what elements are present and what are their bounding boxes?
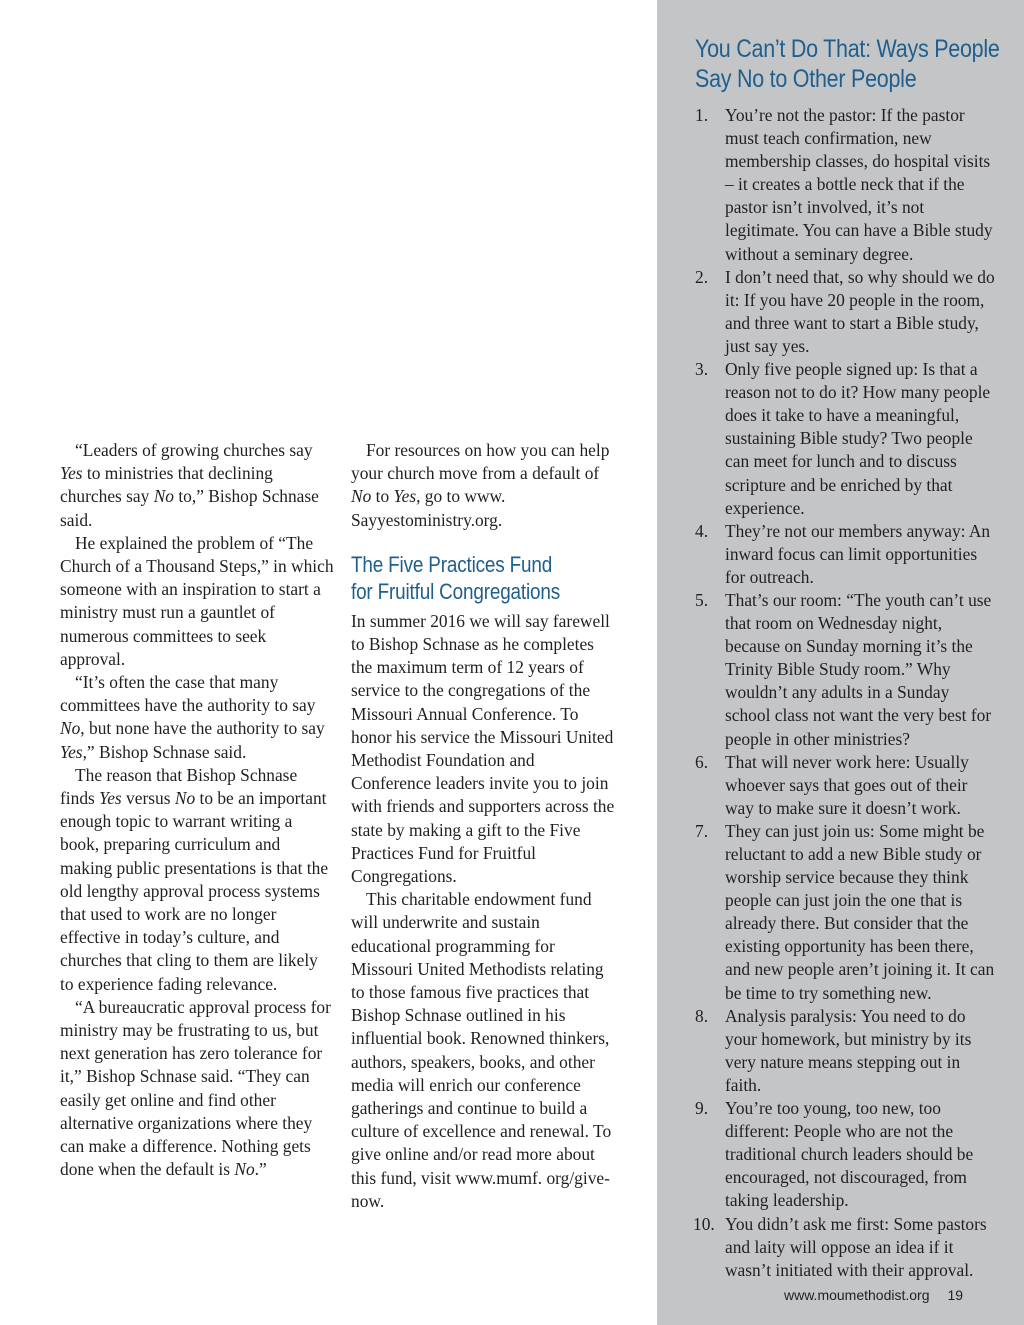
list-item-text: You’re not the pastor: If the pastor must teach confirmation, new membership classes, do hospital visits – it creates a bottle neck that if the pastor isn’t involved, it’s not legitimate. You can have a Bible study without a seminary degree. bbox=[725, 105, 993, 264]
list-item-number: 1. bbox=[695, 105, 709, 125]
list-item-number: 4. bbox=[695, 520, 709, 541]
list-item-text: Analysis paralysis: You need to do your homework, but ministry by its very nature means stepping out in faith. bbox=[725, 1005, 972, 1095]
fund-heading-line-1: The Five Practices Fund bbox=[351, 551, 553, 577]
sidebar-title-line-2: Say No to Other People bbox=[695, 65, 917, 93]
list-item-text: You’re too young, too new, too different: People who are not the traditional church leaders should be encouraged, not discouraged, from taking leadership. bbox=[725, 1098, 974, 1211]
page-number: 19 bbox=[947, 1287, 964, 1303]
list-item-text: That will never work here: Usually whoever says that goes out of their way to make sure it doesn’t work. bbox=[725, 751, 969, 818]
list-item bbox=[695, 589, 995, 751]
paragraph: He explained the problem of “The Church of a Thousand Steps,” in which someone with an inspiration to start a ministry must run a gauntlet of numerous committees to seek approval. bbox=[60, 532, 334, 669]
fund-heading bbox=[351, 551, 581, 605]
list-item-text: Only five people signed up: Is that a reason not to do it? How many people does it take to have a meaningful, sustaining Bible study? Two people can meet for lunch and to discuss scripture and be enriched by that experience. bbox=[725, 359, 991, 518]
list-item bbox=[695, 820, 995, 1005]
article-column-1 bbox=[60, 439, 335, 1182]
paragraph: For resources on how you can help your church move from a default of No to Yes, go to www. Sayyestoministry.org. bbox=[351, 440, 610, 530]
sidebar-title bbox=[695, 34, 1000, 94]
resources-paragraph bbox=[351, 439, 619, 532]
list-item-number: 8. bbox=[695, 1005, 709, 1026]
list-item bbox=[695, 1005, 995, 1097]
paragraph: “It’s often the case that many committees have the authority to say No, but none have the authority to say Yes,” Bishop Schnase said. bbox=[60, 672, 325, 762]
fund-body bbox=[351, 610, 619, 1213]
list-item bbox=[695, 520, 995, 589]
list-item-text: They’re not our members anyway: An inward focus can limit opportunities for outreach. bbox=[725, 520, 991, 587]
paragraph: In summer 2016 we will say farewell to Bishop Schnase as he completes the maximum term of 12 years of service to the congregations of the Missouri Annual Conference. To honor his service the Missouri United Methodist Foundation and Conference leaders invite you to join with friends and supporters across the state by making a gift to the Five Practices Fund for Fruitful Congregations. bbox=[351, 610, 615, 887]
paragraph: This charitable endowment fund will underwrite and sustain educational programming for Missouri United Methodists relating to those famous five practices that Bishop Schnase outlined in his influential book. Renowned thinkers, authors, speakers, books, and other media will enrich our conference gatherings and continue to build a culture of excellence and renewal. To give online and/or read more about this fund, visit www.mumf. org/give-now. bbox=[351, 889, 612, 1211]
list-item bbox=[695, 104, 995, 266]
list-item-number: 9. bbox=[695, 1098, 709, 1119]
list-item-number: 5. bbox=[695, 589, 709, 610]
article-column-2 bbox=[351, 439, 619, 1213]
list-item bbox=[695, 1097, 995, 1212]
list-item-number: 10. bbox=[693, 1213, 715, 1234]
list-item-number: 6. bbox=[695, 751, 709, 772]
list-item bbox=[695, 358, 995, 520]
footer-website: www.moumethodist.org bbox=[784, 1287, 930, 1303]
paragraph: The reason that Bishop Schnase finds Yes versus No to be an important enough topic to warrant writing a book, preparing curriculum and making public presentations is that the old lengthy approval process systems that used to work are no longer effective in today’s culture, and churches that cling to them are likely to experience fading relevance. bbox=[60, 764, 329, 994]
fund-heading-line-2: for Fruitful Congregations bbox=[351, 578, 561, 604]
paragraph: “A bureaucratic approval process for ministry may be frustrating to us, but next generation has zero tolerance for it,” Bishop Schnase said. “They can easily get online and find other alternative organizations where they can make a difference. Nothing gets done when the default is No.” bbox=[60, 996, 331, 1180]
list-item-text: I don’t need that, so why should we do it: If you have 20 people in the room, and three want to start a Bible study, just say yes. bbox=[725, 266, 995, 356]
page-footer bbox=[784, 1286, 963, 1304]
list-item bbox=[695, 266, 995, 358]
sidebar-title-line-1: You Can’t Do That: Ways People bbox=[695, 35, 1000, 63]
sidebar-box bbox=[693, 34, 1000, 1282]
list-item-text: That’s our room: “The youth can’t use that room on Wednesday night, because on Sunday morning it’s the Trinity Bible Study room.” Why wouldn’t any adults in a Sunday school class not want the very best for people in other ministries? bbox=[725, 589, 992, 749]
tips-list bbox=[695, 104, 995, 1282]
list-item-number: 2. bbox=[695, 266, 709, 287]
list-item bbox=[695, 751, 995, 820]
list-item-number: 3. bbox=[695, 359, 709, 380]
list-item-text: You didn’t ask me first: Some pastors and laity will oppose an idea if it wasn’t initiated with their approval. bbox=[725, 1213, 987, 1280]
list-item-text: They can just join us: Some might be reluctant to add a new Bible study or worship service because they think people can just join the one that is already there. But consider that the existing opportunity has been there, and new people aren’t joining it. It can be time to try something new. bbox=[725, 820, 995, 1003]
paragraph: “Leaders of growing churches say Yes to ministries that declining churches say No to,” Bishop Schnase said. bbox=[60, 440, 319, 530]
list-item bbox=[695, 1213, 995, 1282]
list-item-number: 7. bbox=[695, 820, 709, 841]
